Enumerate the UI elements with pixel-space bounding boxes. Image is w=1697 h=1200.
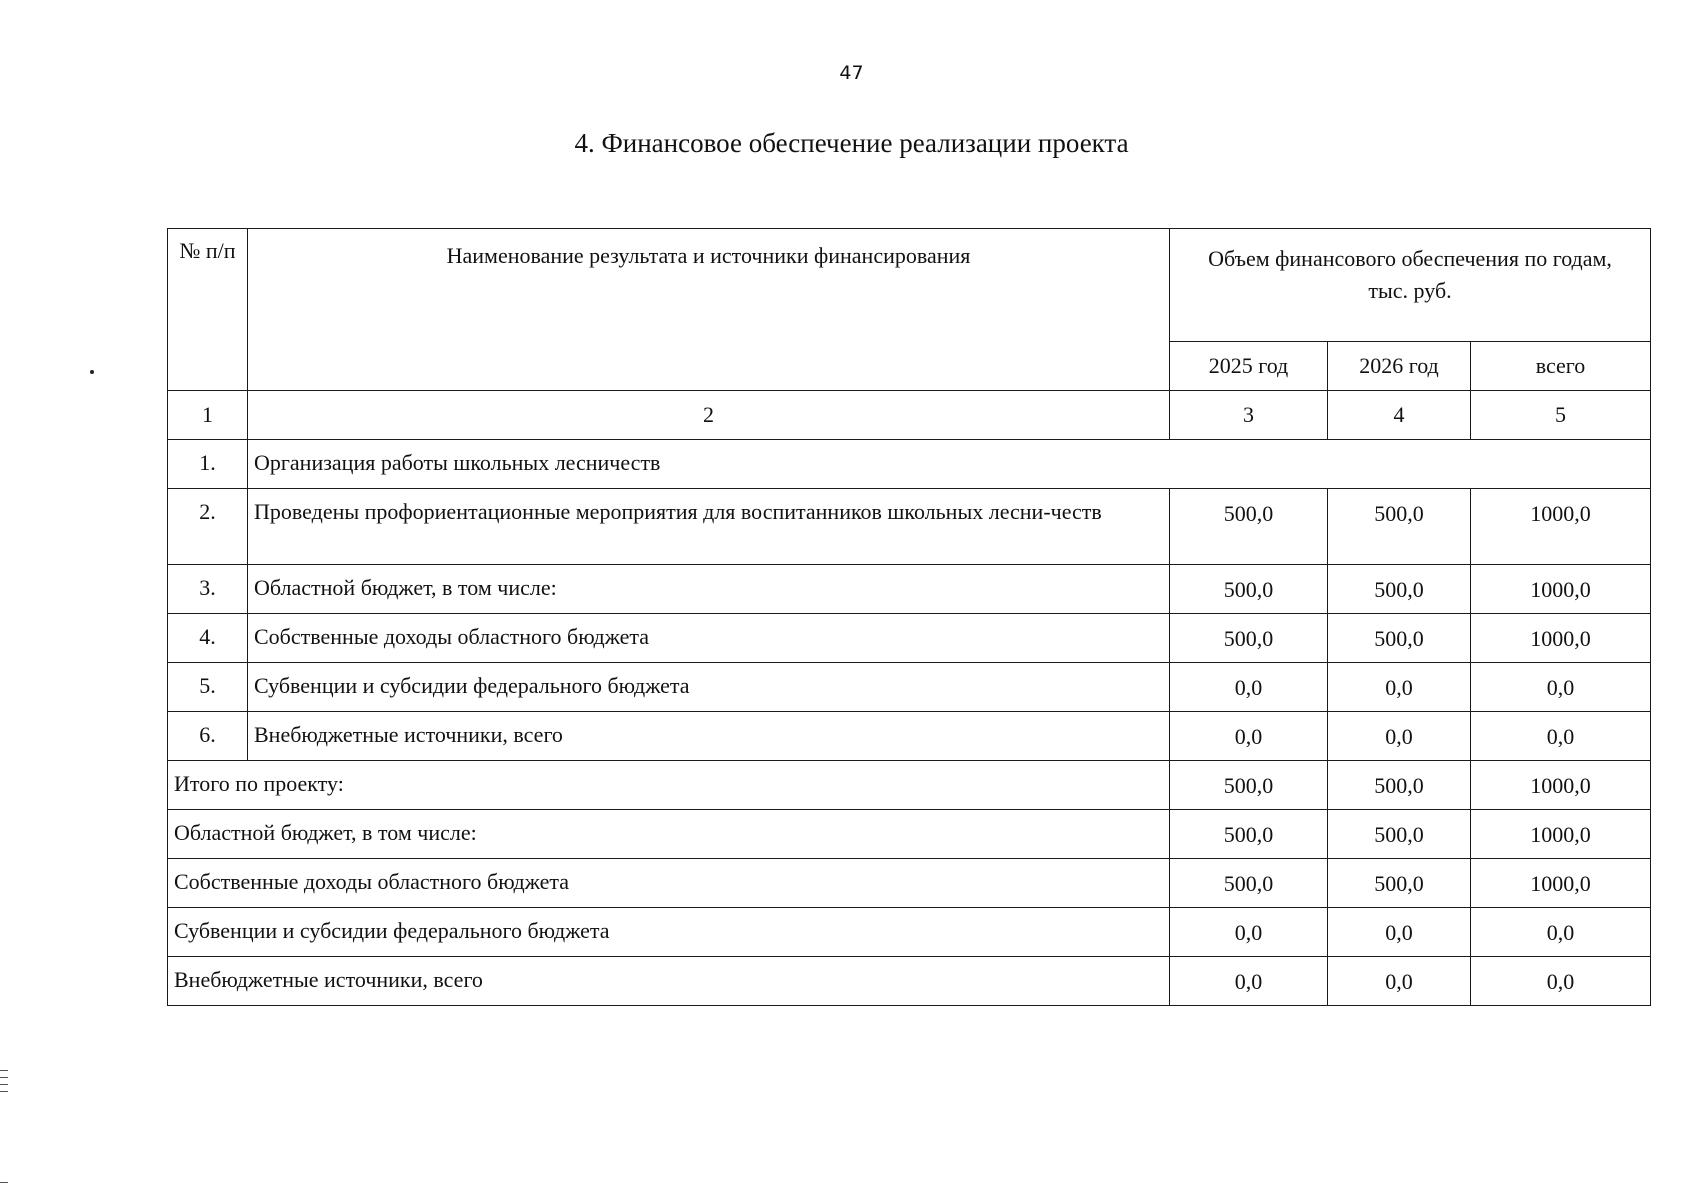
scan-artifact-dot [90, 370, 94, 374]
page-title: 4. Финансовое обеспечение реализации проекта [574, 128, 1129, 158]
row-name: Проведены профориентационные мероприятия для воспитанников школьных лесни-честв [248, 489, 1170, 565]
scan-artifact-tick [0, 1182, 8, 1183]
value-2025: 500,0 [1170, 565, 1328, 614]
value-2025: 500,0 [1170, 614, 1328, 663]
table-row [168, 565, 1651, 614]
summary-label: Субвенции и субсидии федерального бюджета [168, 908, 1170, 957]
value-2026: 500,0 [1328, 761, 1471, 810]
summary-row [168, 761, 1651, 810]
value-total: 0,0 [1471, 957, 1651, 1006]
page-number: 47 [839, 62, 864, 84]
column-index: 3 [1170, 391, 1328, 440]
summary-row [168, 810, 1651, 859]
value-2026: 500,0 [1328, 489, 1471, 565]
value-total: 1000,0 [1471, 614, 1651, 663]
table-header [168, 229, 1651, 391]
value-2025: 500,0 [1170, 761, 1328, 810]
section-name: Организация работы школьных лесничеств [248, 440, 1651, 489]
table-row [168, 489, 1651, 565]
table-row [168, 663, 1651, 712]
value-total: 0,0 [1471, 712, 1651, 761]
summary-label: Собственные доходы областного бюджета [168, 859, 1170, 908]
row-number: 6. [168, 712, 248, 761]
value-2026: 0,0 [1328, 663, 1471, 712]
summary-label: Итого по проекту: [168, 761, 1170, 810]
summary-row [168, 859, 1651, 908]
value-2026: 0,0 [1328, 957, 1471, 1006]
column-index: 2 [248, 391, 1170, 440]
column-index: 4 [1328, 391, 1471, 440]
value-2025: 500,0 [1170, 810, 1328, 859]
row-number: 4. [168, 614, 248, 663]
value-2026: 500,0 [1328, 614, 1471, 663]
table-row [168, 712, 1651, 761]
value-total: 1000,0 [1471, 810, 1651, 859]
column-index: 5 [1471, 391, 1651, 440]
section-row [168, 440, 1651, 489]
value-2025: 0,0 [1170, 712, 1328, 761]
column-index-row [168, 391, 1651, 440]
column-index: 1 [168, 391, 248, 440]
header-volume: Объем финансового обеспечения по годам, тыс. руб. [1170, 229, 1651, 342]
value-total: 1000,0 [1471, 565, 1651, 614]
row-name: Внебюджетные источники, всего [248, 712, 1170, 761]
row-name: Областной бюджет, в том числе: [248, 565, 1170, 614]
value-2025: 0,0 [1170, 908, 1328, 957]
value-2026: 500,0 [1328, 810, 1471, 859]
value-2026: 500,0 [1328, 565, 1471, 614]
row-name: Субвенции и субсидии федерального бюджета [248, 663, 1170, 712]
summary-row [168, 908, 1651, 957]
value-total: 1000,0 [1471, 859, 1651, 908]
value-2025: 0,0 [1170, 663, 1328, 712]
summary-label: Областной бюджет, в том числе: [168, 810, 1170, 859]
value-total: 0,0 [1471, 663, 1651, 712]
row-name: Собственные доходы областного бюджета [248, 614, 1170, 663]
value-2026: 500,0 [1328, 859, 1471, 908]
header-year-2026: 2026 год [1328, 342, 1471, 391]
header-total: всего [1471, 342, 1651, 391]
summary-label: Внебюджетные источники, всего [168, 957, 1170, 1006]
row-number: 5. [168, 663, 248, 712]
header-num: № п/п [168, 229, 248, 391]
row-number: 3. [168, 565, 248, 614]
value-total: 1000,0 [1471, 761, 1651, 810]
header-name: Наименование результата и источники финансирования [248, 229, 1170, 391]
row-number: 2. [168, 489, 248, 565]
value-2025: 500,0 [1170, 859, 1328, 908]
row-number: 1. [168, 440, 248, 489]
finance-table [167, 228, 1651, 1006]
value-2025: 0,0 [1170, 957, 1328, 1006]
value-total: 0,0 [1471, 908, 1651, 957]
scan-artifact-ticks [0, 1070, 8, 1098]
table-row [168, 614, 1651, 663]
header-year-2025: 2025 год [1170, 342, 1328, 391]
value-total: 1000,0 [1471, 489, 1651, 565]
table-body [168, 391, 1651, 1006]
value-2026: 0,0 [1328, 908, 1471, 957]
summary-row [168, 957, 1651, 1006]
value-2026: 0,0 [1328, 712, 1471, 761]
value-2025: 500,0 [1170, 489, 1328, 565]
